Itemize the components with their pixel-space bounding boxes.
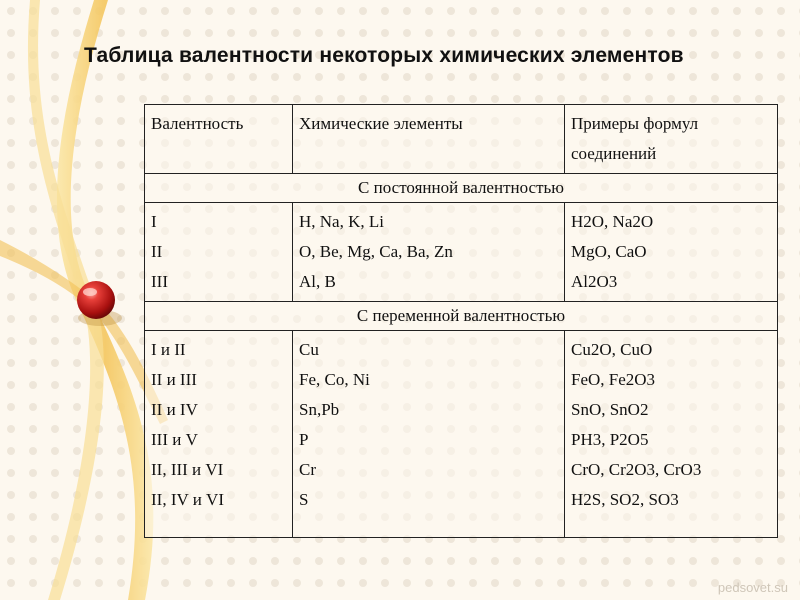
valence-value: II, IV и VI xyxy=(151,490,224,509)
element-list: Cr xyxy=(299,460,316,479)
page-title: Таблица валентности некоторых химических элементов xyxy=(84,44,684,67)
element-list: Al, B xyxy=(299,272,336,291)
valence-cell xyxy=(145,331,293,538)
formulas-cell xyxy=(565,331,778,538)
valence-value: I xyxy=(151,212,157,231)
header-formulas-line: Примеры формул xyxy=(571,114,699,133)
watermark: pedsovet.su xyxy=(717,580,788,595)
formula-example: MgO, CaO xyxy=(571,242,647,261)
header-valence: Валентность xyxy=(145,105,293,174)
formula-example: SnO, SnO2 xyxy=(571,400,649,419)
element-list: S xyxy=(299,490,309,509)
element-list: Cu xyxy=(299,340,319,359)
valence-value: II xyxy=(151,242,163,261)
valence-value: III и V xyxy=(151,430,198,449)
element-list: Fe, Co, Ni xyxy=(299,370,370,389)
formula-example: CrO, Cr2O3, CrO3 xyxy=(571,460,702,479)
element-list: Sn,Pb xyxy=(299,400,340,419)
element-list: P xyxy=(299,430,309,449)
valence-table xyxy=(144,104,778,538)
formula-example: PH3, P2O5 xyxy=(571,430,649,449)
header-elements: Химические элементы xyxy=(293,105,565,174)
formula-example: FeO, Fe2O3 xyxy=(571,370,656,389)
formula-example: H2O, Na2O xyxy=(571,212,654,231)
valence-value: II и IV xyxy=(151,400,198,419)
section-label-variable: С переменной валентностью xyxy=(145,302,778,331)
red-bead-ornament xyxy=(77,281,115,319)
elements-cell xyxy=(293,331,565,538)
valence-value: I и II xyxy=(151,340,186,359)
section-row-variable xyxy=(145,302,778,331)
formula-example: H2S, SO2, SO3 xyxy=(571,490,679,509)
header-formulas xyxy=(565,105,778,174)
section-label-constant: С постоянной валентностью xyxy=(145,174,778,203)
valence-value: II и III xyxy=(151,370,197,389)
table-row-constant xyxy=(145,203,778,302)
formula-example: Cu2O, CuO xyxy=(571,340,653,359)
valence-value: II, III и VI xyxy=(151,460,224,479)
valence-cell xyxy=(145,203,293,302)
section-row-constant xyxy=(145,174,778,203)
formula-example: Al2O3 xyxy=(571,272,618,291)
formulas-cell xyxy=(565,203,778,302)
element-list: O, Be, Mg, Ca, Ba, Zn xyxy=(299,242,453,261)
element-list: H, Na, K, Li xyxy=(299,212,384,231)
header-formulas-line: соединений xyxy=(571,144,657,163)
table-row-variable xyxy=(145,331,778,538)
elements-cell xyxy=(293,203,565,302)
valence-value: III xyxy=(151,272,168,291)
table-header-row xyxy=(145,105,778,174)
